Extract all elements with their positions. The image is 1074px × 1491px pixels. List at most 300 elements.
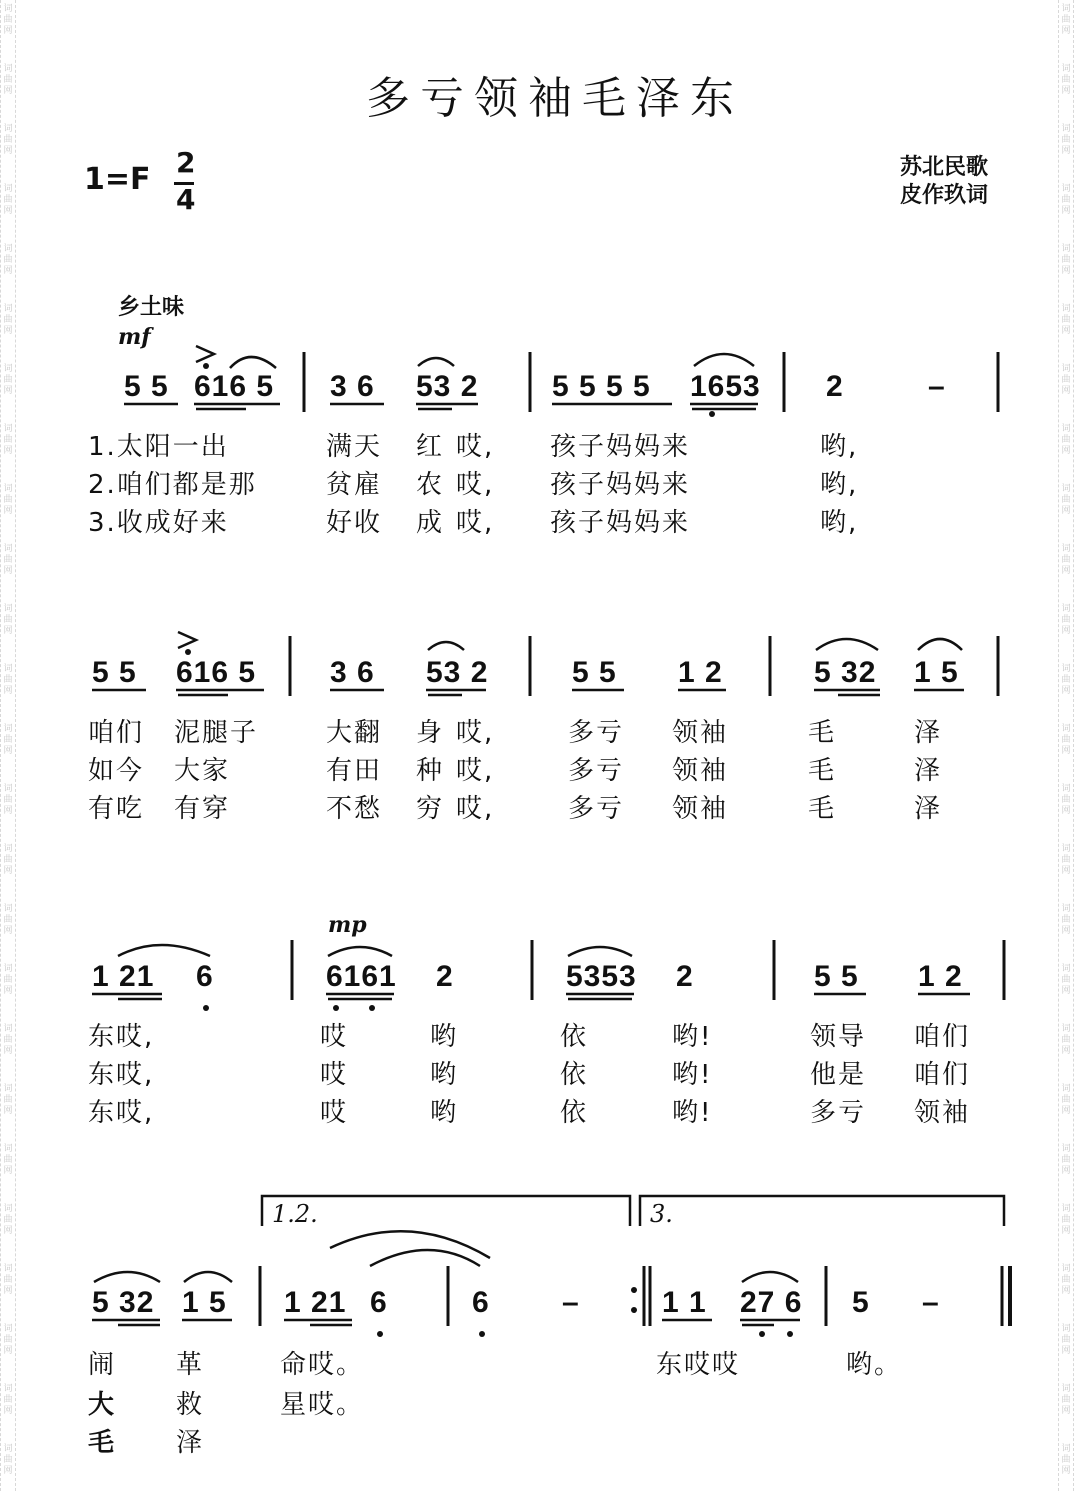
slur [330, 1231, 490, 1258]
note-group: 616 5 [176, 656, 257, 689]
lyric-cell: 多亏 [568, 756, 625, 786]
lyric-cell: 有田 [326, 756, 383, 786]
watermark-char: 词 [3, 1144, 13, 1154]
lyric-cell: 领袖 [672, 756, 729, 786]
lyric-cell: 泽 [914, 718, 943, 748]
watermark-char: 曲 [1061, 735, 1071, 745]
watermark-char: 词 [1061, 304, 1071, 314]
watermark-char: 词 [3, 544, 13, 554]
lyric-cell: 哟。 [846, 1350, 903, 1380]
watermark-char: 词 [3, 1384, 13, 1394]
watermark-char: 词 [3, 424, 13, 434]
octave-dot [759, 1331, 765, 1337]
note-group: 3 6 [330, 656, 375, 689]
watermark-char: 网 [1061, 1106, 1071, 1116]
watermark-char: 网 [3, 1226, 13, 1236]
watermark-char: 词 [3, 484, 13, 494]
watermark-char: 网 [3, 686, 13, 696]
watermark-char: 网 [3, 1346, 13, 1356]
watermark-char: 网 [3, 1286, 13, 1296]
watermark-char: 网 [1061, 986, 1071, 996]
lyric-cell: 大翻 [326, 718, 383, 748]
watermark-char: 曲 [3, 195, 13, 205]
lyric-cell: 贫雇 [326, 470, 383, 500]
lyric-cell: 领袖 [914, 1098, 971, 1128]
lyric-cell: 红 [416, 432, 445, 462]
watermark-char: 曲 [3, 735, 13, 745]
dash-hold: – [922, 1286, 940, 1319]
note-group: 5 [852, 1286, 870, 1319]
watermark-char: 网 [1061, 1346, 1071, 1356]
watermark-char: 曲 [1061, 1095, 1071, 1105]
watermark-char: 网 [3, 806, 13, 816]
watermark-char: 曲 [1061, 1275, 1071, 1285]
watermark-char: 词 [1061, 724, 1071, 734]
note-group: 5 5 [124, 370, 169, 403]
watermark-char: 曲 [1061, 435, 1071, 445]
lyric-cell: 哟, [820, 432, 859, 462]
lyric-cell: 他是 [810, 1060, 867, 1090]
octave-dot [479, 1331, 485, 1337]
lyric-cell: 闹 [88, 1350, 117, 1380]
dynamic-mf: mf [118, 324, 151, 350]
credit-genre: 苏北民歌 [900, 155, 989, 180]
note-group: 616 5 [194, 370, 275, 403]
watermark-char: 曲 [1061, 795, 1071, 805]
watermark-char: 网 [3, 1106, 13, 1116]
note-group: 5 32 [814, 656, 877, 689]
watermark-char: 词 [3, 724, 13, 734]
watermark-char: 曲 [3, 1095, 13, 1105]
slur [184, 1272, 232, 1282]
watermark-char: 网 [3, 206, 13, 216]
watermark-char: 网 [3, 866, 13, 876]
note-group: 5353 [566, 960, 637, 993]
watermark-char: 网 [1061, 326, 1071, 336]
note-group: 27 6 [740, 1286, 803, 1319]
watermark-char: 词 [3, 1264, 13, 1274]
watermark-char: 网 [1061, 866, 1071, 876]
note-group: 2 [436, 960, 454, 993]
watermark-char: 词 [3, 904, 13, 914]
lyric-cell: 穷 [416, 794, 445, 824]
lyric-cell: 孩子妈妈来 [550, 470, 691, 500]
dash-hold: – [562, 1286, 580, 1319]
watermark-char: 词 [1061, 244, 1071, 254]
lyric-cell: 依 [560, 1098, 589, 1128]
lyric-cell: 孩子妈妈来 [550, 432, 691, 462]
watermark-char: 词 [1061, 1324, 1071, 1334]
note-group: 5 5 [92, 656, 137, 689]
lyric-cell: 不愁 [326, 794, 383, 824]
lyric-cell: 农 [416, 470, 445, 500]
watermark-char: 曲 [1061, 1155, 1071, 1165]
watermark-char: 曲 [3, 555, 13, 565]
watermark-char: 词 [3, 844, 13, 854]
watermark-char: 网 [1061, 86, 1071, 96]
watermark-char: 词 [3, 244, 13, 254]
slur [118, 945, 210, 956]
lyric-cell: 东哎, [88, 1022, 155, 1052]
note-group: 5 5 5 5 [552, 370, 651, 403]
watermark-char: 曲 [3, 135, 13, 145]
slur [94, 1272, 160, 1282]
watermark-char: 词 [1061, 1084, 1071, 1094]
lyric-cell: 哟! [672, 1022, 713, 1052]
lyric-cell: 好收 [326, 508, 383, 538]
slur [428, 642, 464, 650]
watermark-char: 网 [1061, 446, 1071, 456]
watermark-char: 曲 [1061, 75, 1071, 85]
dash-hold: – [928, 370, 946, 403]
watermark-char: 词 [1061, 64, 1071, 74]
watermark-char: 词 [1061, 904, 1071, 914]
slur [816, 639, 878, 650]
watermark-char: 网 [1061, 1226, 1071, 1236]
dynamic-mp: mp [328, 912, 367, 938]
lyric-cell: 哎, [456, 470, 495, 500]
watermark-char: 网 [1061, 746, 1071, 756]
lyric-cell: 救 [176, 1390, 205, 1420]
note-group: 1653 [690, 370, 761, 403]
accent-mark [196, 346, 214, 362]
watermark-char: 网 [1061, 566, 1071, 576]
watermark-char: 网 [3, 26, 13, 36]
watermark-char: 网 [1061, 146, 1071, 156]
lyric-cell: 咱们 [914, 1022, 971, 1052]
watermark-char: 曲 [1061, 975, 1071, 985]
note-group: 1 2 [918, 960, 963, 993]
watermark-char: 曲 [1061, 855, 1071, 865]
lyric-cell: 毛 [808, 756, 837, 786]
watermark-char: 网 [3, 326, 13, 336]
volta-bracket [640, 1196, 1004, 1226]
watermark-char: 词 [3, 1084, 13, 1094]
watermark-char: 曲 [1061, 1455, 1071, 1465]
lyric-cell: 多亏 [568, 794, 625, 824]
lyric-cell: 东哎, [88, 1098, 155, 1128]
slur [230, 357, 276, 368]
note-group: 1 5 [182, 1286, 227, 1319]
slur [568, 947, 632, 956]
octave-dot [787, 1331, 793, 1337]
watermark-char: 网 [3, 1046, 13, 1056]
watermark-char: 网 [3, 1466, 13, 1476]
tempo-marking: 乡土味 [118, 295, 185, 320]
watermark-char: 词 [3, 364, 13, 374]
lyric-cell: 3.收成好来 [88, 508, 229, 538]
watermark-char: 曲 [1061, 1215, 1071, 1225]
watermark-char: 词 [1061, 1384, 1071, 1394]
watermark-char: 网 [3, 146, 13, 156]
watermark-char: 曲 [1061, 1335, 1071, 1345]
watermark-char: 网 [1061, 1046, 1071, 1056]
watermark-char: 词 [3, 964, 13, 974]
lyric-cell: 有吃 [88, 794, 145, 824]
lyric-cell: 泥腿子 [174, 718, 259, 748]
watermark-char: 网 [1061, 1286, 1071, 1296]
lyric-cell: 身 [416, 718, 445, 748]
lyric-cell: 哎, [456, 432, 495, 462]
watermark-char: 网 [3, 986, 13, 996]
octave-dot [203, 363, 209, 369]
watermark-char: 网 [1061, 626, 1071, 636]
repeat-dot [631, 1287, 637, 1293]
watermark-char: 词 [1061, 124, 1071, 134]
watermark-char: 词 [1061, 844, 1071, 854]
watermark-char: 网 [1061, 806, 1071, 816]
watermark-char: 曲 [3, 1335, 13, 1345]
slur [370, 1250, 480, 1266]
note-group: 2 [826, 370, 844, 403]
lyric-cell: 哟 [430, 1022, 459, 1052]
lyric-cell: 哎 [320, 1098, 349, 1128]
watermark-char: 曲 [3, 255, 13, 265]
watermark-char: 词 [3, 184, 13, 194]
watermark-char: 网 [3, 266, 13, 276]
watermark-char: 曲 [1061, 315, 1071, 325]
note-group: 1 1 [662, 1286, 707, 1319]
watermark-char: 曲 [3, 915, 13, 925]
watermark-char: 词 [1061, 1024, 1071, 1034]
watermark-char: 网 [3, 386, 13, 396]
watermark-char: 曲 [1061, 615, 1071, 625]
lyric-cell: 有穿 [174, 794, 231, 824]
lyric-cell: 哟, [820, 470, 859, 500]
slur [418, 358, 454, 366]
lyric-cell: 东哎哎 [656, 1350, 741, 1380]
lyric-cell: 多亏 [568, 718, 625, 748]
octave-dot [377, 1331, 383, 1337]
watermark-char: 网 [1061, 26, 1071, 36]
lyric-cell: 革 [176, 1350, 205, 1380]
watermark-char: 词 [1061, 4, 1071, 14]
lyric-cell: 毛 [808, 718, 837, 748]
watermark-char: 曲 [3, 15, 13, 25]
key-signature: 1=F [84, 162, 151, 197]
watermark-char: 词 [1061, 544, 1071, 554]
watermark-char: 词 [1061, 364, 1071, 374]
watermark-char: 曲 [1061, 1395, 1071, 1405]
lyric-cell: 哎 [320, 1060, 349, 1090]
slur [694, 354, 754, 366]
watermark-char: 曲 [3, 855, 13, 865]
watermark-char: 曲 [3, 1395, 13, 1405]
watermark-char: 曲 [3, 795, 13, 805]
octave-dot [369, 1005, 375, 1011]
lyric-cell: 1.太阳一出 [88, 432, 229, 462]
watermark-char: 曲 [3, 675, 13, 685]
watermark-char: 曲 [3, 435, 13, 445]
octave-dot [709, 411, 715, 417]
lyric-cell: 哎, [456, 756, 495, 786]
lyric-cell: 哟 [430, 1060, 459, 1090]
watermark-char: 网 [3, 506, 13, 516]
note-group: 2 [676, 960, 694, 993]
volta-3: 3. [650, 1200, 673, 1228]
watermark-char: 曲 [1061, 15, 1071, 25]
watermark-char: 词 [3, 1444, 13, 1454]
lyric-cell: 领导 [810, 1022, 867, 1052]
watermark-char: 曲 [1061, 675, 1071, 685]
watermark-char: 网 [1061, 506, 1071, 516]
note-group: 6 [370, 1286, 388, 1319]
lyric-cell: 毛 [88, 1428, 117, 1458]
watermark-char: 网 [1061, 1166, 1071, 1176]
watermark-char: 词 [1061, 604, 1071, 614]
lyric-cell: 孩子妈妈来 [550, 508, 691, 538]
watermark-char: 曲 [3, 1275, 13, 1285]
watermark-char: 词 [3, 304, 13, 314]
octave-dot [333, 1005, 339, 1011]
note-group: 53 2 [416, 370, 479, 403]
watermark-char: 词 [1061, 784, 1071, 794]
watermark-char: 网 [3, 1406, 13, 1416]
note-group: 6 [472, 1286, 490, 1319]
note-group: 6161 [326, 960, 397, 993]
lyric-cell: 咱们 [88, 718, 145, 748]
watermark-char: 曲 [3, 975, 13, 985]
watermark-char: 网 [1061, 1466, 1071, 1476]
watermark-char: 曲 [3, 75, 13, 85]
lyric-cell: 种 [416, 756, 445, 786]
lyric-cell: 哎 [320, 1022, 349, 1052]
time-signature-top: 2 [176, 146, 196, 179]
slur [742, 1272, 798, 1282]
lyric-cell: 依 [560, 1060, 589, 1090]
watermark-char: 曲 [3, 315, 13, 325]
lyric-cell: 泽 [914, 794, 943, 824]
watermark-char: 曲 [3, 495, 13, 505]
watermark-char: 曲 [3, 375, 13, 385]
note-group: 53 2 [426, 656, 489, 689]
lyric-cell: 哎, [456, 508, 495, 538]
lyric-cell: 哟! [672, 1098, 713, 1128]
watermark-char: 网 [1061, 926, 1071, 936]
lyric-cell: 领袖 [672, 794, 729, 824]
watermark-char: 词 [3, 604, 13, 614]
lyric-cell: 大家 [174, 756, 231, 786]
watermark-char: 网 [1061, 266, 1071, 276]
watermark-char: 词 [1061, 184, 1071, 194]
watermark-char: 词 [1061, 664, 1071, 674]
watermark-char: 词 [1061, 964, 1071, 974]
watermark-char: 词 [3, 784, 13, 794]
watermark-char: 曲 [3, 1455, 13, 1465]
watermark-char: 网 [1061, 1406, 1071, 1416]
credit-lyricist: 皮作玖词 [900, 183, 989, 208]
watermark-char: 网 [1061, 686, 1071, 696]
lyric-cell: 泽 [914, 756, 943, 786]
watermark-char: 词 [3, 664, 13, 674]
lyric-cell: 星哎。 [280, 1390, 365, 1420]
watermark-char: 词 [1061, 1204, 1071, 1214]
lyric-cell: 东哎, [88, 1060, 155, 1090]
note-group: 1 2 [678, 656, 723, 689]
watermark-char: 词 [3, 64, 13, 74]
watermark-char: 曲 [3, 1215, 13, 1225]
note-group: 6 [196, 960, 214, 993]
lyric-cell: 成 [416, 508, 445, 538]
lyric-cell: 哎, [456, 718, 495, 748]
watermark-char: 曲 [3, 615, 13, 625]
watermark-char: 词 [1061, 484, 1071, 494]
watermark-char: 词 [3, 1024, 13, 1034]
watermark-char: 网 [3, 566, 13, 576]
lyric-cell: 哟 [430, 1098, 459, 1128]
watermark-char: 曲 [3, 1035, 13, 1045]
note-group: 5 32 [92, 1286, 155, 1319]
watermark-char: 词 [3, 4, 13, 14]
lyric-cell: 多亏 [810, 1098, 867, 1128]
note-group: 5 5 [572, 656, 617, 689]
note-group: 3 6 [330, 370, 375, 403]
watermark-char: 网 [1061, 386, 1071, 396]
octave-dot [185, 649, 191, 655]
lyric-cell: 2.咱们都是那 [88, 470, 257, 500]
watermark-char: 词 [3, 1324, 13, 1334]
lyric-cell: 哟! [672, 1060, 713, 1090]
slur [918, 639, 962, 650]
lyric-cell: 命哎。 [280, 1350, 365, 1380]
lyric-cell: 如今 [88, 756, 145, 786]
lyric-cell: 大 [88, 1390, 117, 1420]
watermark-char: 曲 [1061, 195, 1071, 205]
lyric-cell: 哎, [456, 794, 495, 824]
watermark-char: 词 [3, 124, 13, 134]
watermark-char: 曲 [1061, 135, 1071, 145]
repeat-dot [631, 1307, 637, 1313]
watermark-char: 网 [3, 1166, 13, 1176]
watermark-char: 曲 [3, 1155, 13, 1165]
volta-bracket [262, 1196, 630, 1226]
watermark-char: 网 [3, 626, 13, 636]
volta-1-2: 1.2. [272, 1200, 318, 1228]
watermark-char: 曲 [1061, 915, 1071, 925]
note-group: 1 5 [914, 656, 959, 689]
slur [328, 947, 392, 956]
note-group: 5 5 [814, 960, 859, 993]
watermark-char: 词 [1061, 424, 1071, 434]
watermark-char: 网 [3, 926, 13, 936]
lyric-cell: 哟, [820, 508, 859, 538]
watermark-char: 曲 [1061, 1035, 1071, 1045]
watermark-char: 网 [3, 446, 13, 456]
watermark-char: 曲 [1061, 375, 1071, 385]
watermark-char: 曲 [1061, 495, 1071, 505]
octave-dot [203, 1005, 209, 1011]
watermark-char: 词 [1061, 1264, 1071, 1274]
watermark-char: 词 [1061, 1444, 1071, 1454]
watermark-char: 网 [3, 746, 13, 756]
watermark-char: 词 [1061, 1144, 1071, 1154]
lyric-cell: 泽 [176, 1428, 205, 1458]
lyric-cell: 毛 [808, 794, 837, 824]
watermark-char: 曲 [1061, 255, 1071, 265]
watermark-char: 曲 [1061, 555, 1071, 565]
song-title: 多亏领袖毛泽东 [366, 73, 744, 124]
lyric-cell: 依 [560, 1022, 589, 1052]
note-group: 1 21 [92, 960, 155, 993]
lyric-cell: 满天 [326, 432, 383, 462]
watermark-char: 网 [3, 86, 13, 96]
accent-mark [178, 632, 196, 648]
lyric-cell: 咱们 [914, 1060, 971, 1090]
note-group: 1 21 [284, 1286, 347, 1319]
watermark-char: 网 [1061, 206, 1071, 216]
lyric-cell: 领袖 [672, 718, 729, 748]
watermark-char: 词 [3, 1204, 13, 1214]
